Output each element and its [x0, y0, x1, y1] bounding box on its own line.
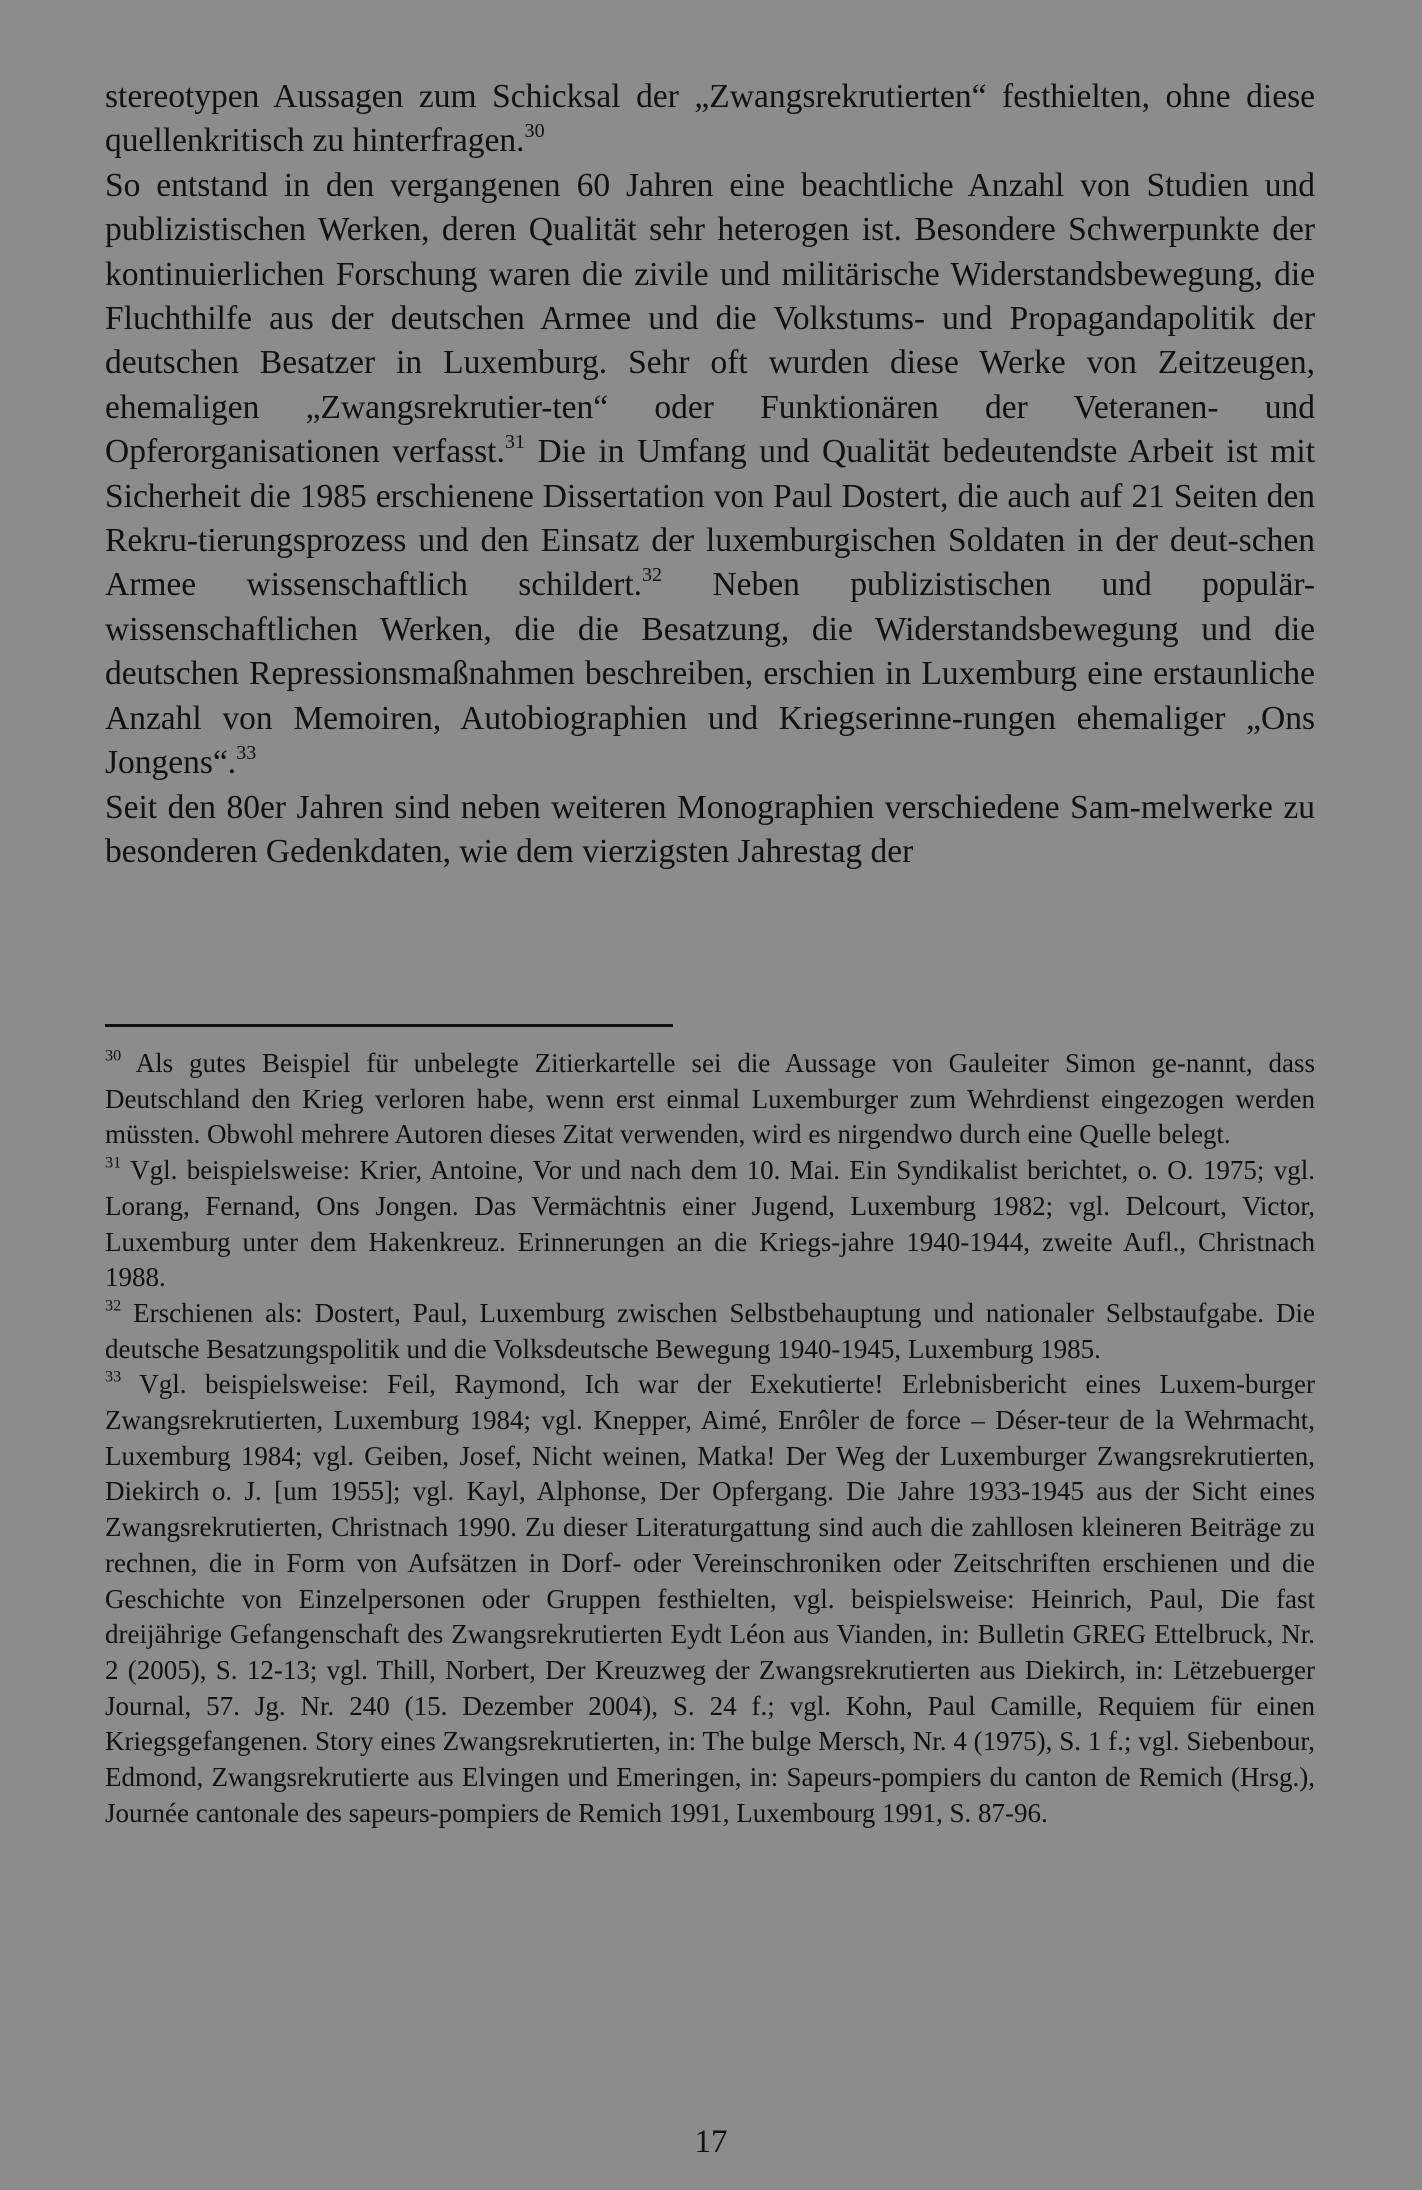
footnote-number: 30 — [105, 1046, 122, 1065]
paragraph-text: Die in Umfang und Qualität bedeutendste Arbeit ist mit Sicherheit die 1985 erschienene Dissertation von Paul Dostert, die auch auf 21 Seiten den Rekru-tierungsprozess und den Einsatz der luxemburgischen Soldaten in der deut-schen Armee wissenschaftlich schildert. — [105, 433, 1315, 604]
paragraph-3 — [105, 786, 1315, 875]
footnote-separator — [105, 1024, 673, 1027]
footnote-reference[interactable]: 33 — [236, 742, 257, 765]
footnote-text: Als gutes Beispiel für unbelegte Zitierkartelle sei die Aussage von Gauleiter Simon ge-nannt, dass Deutschland den Krieg verloren habe, wenn erst einmal Luxemburger zum Wehrdienst eingezogen werden müssten. Obwohl mehrere Autoren dieses Zitat verwenden, wird es nirgendwo durch eine Quelle belegt. — [105, 1048, 1315, 1150]
footnotes — [105, 1046, 1315, 1831]
footnote-reference[interactable]: 31 — [504, 431, 525, 454]
footnote-text: Vgl. beispielsweise: Feil, Raymond, Ich war der Exekutierte! Erlebnisbericht eines Luxem-burger Zwangsrekrutierten, Luxemburg 1984; vgl. Knepper, Aimé, Enrôler de force – Déser-teur de la Wehrmacht, Luxemburg 1984; vgl. Geiben, Josef, Nicht weinen, Matka! Der Weg der Luxemburger Zwangsrekrutierten, Diekirch o. J. [um 1955]; vgl. Kayl, Alphonse, Der Opfergang. Die Jahre 1933-1945 aus der Sicht eines Zwangsrekrutierten, Christnach 1990. Zu dieser Literaturgattung sind auch die zahllosen kleineren Beiträge zu rechnen, die in Form von Aufsätzen in Dorf- oder Vereinschroniken oder Zeitschriften erschienen und die Geschichte von Einzelpersonen oder Gruppen festhielten, vgl. beispielsweise: Heinrich, Paul, Die fast dreijährige Gefangenschaft des Zwangsrekrutierten Eydt Léon aus Vianden, in: Bulletin GREG Ettelbruck, Nr. 2 (2005), S. 12-13; vgl. Thill, Norbert, Der Kreuzweg der Zwangsrekrutierten aus Diekirch, in: Lëtzebuerger Journal, 57. Jg. Nr. 240 (15. Dezember 2004), S. 24 f.; vgl. Kohn, Paul Camille, Requiem für einen Kriegsgefangenen. Story eines Zwangsrekrutierten, in: The bulge Mersch, Nr. 4 (1975), S. 1 f.; vgl. Siebenbour, Edmond, Zwangsrekrutierte aus Elvingen und Emeringen, in: Sapeurs-pompiers du canton de Remich (Hrsg.), Journée cantonale des sapeurs-pompiers de Remich 1991, Luxembourg 1991, S. 87-96. — [105, 1369, 1315, 1828]
paragraph-1 — [105, 75, 1315, 164]
paragraph-text: Seit den 80er Jahren sind neben weiteren Monographien verschiedene Sam-melwerke zu besonderen Gedenkdaten, wie dem vierzigsten Jahrestag der — [105, 788, 1315, 870]
paragraph-text: stereotypen Aussagen zum Schicksal der „Zwangsrekrutierten“ festhielten, ohne diese quellenkritisch zu hinterfragen. — [105, 78, 1315, 160]
footnote-number: 32 — [105, 1296, 122, 1315]
footnote-30 — [105, 1046, 1315, 1153]
footnote-33 — [105, 1367, 1315, 1831]
footnote-32 — [105, 1296, 1315, 1367]
footnote-reference[interactable]: 32 — [642, 564, 663, 587]
paragraph-text: So entstand in den vergangenen 60 Jahren eine beachtliche Anzahl von Studien und publizistischen Werken, deren Qualität sehr heterogen ist. Besondere Schwerpunkte der kontinuierlichen Forschung waren die zivile und militärische Widerstandsbewegung, die Fluchthilfe aus der deutschen Armee und die Volkstums- und Propagandapolitik der deutschen Besatzer in Luxemburg. Sehr oft wurden diese Werke von Zeitzeugen, ehemaligen „Zwangsrekrutier-ten“ oder Funktionären der Veteranen- und Opferorganisationen verfasst. — [105, 166, 1315, 471]
footnote-text: Erschienen als: Dostert, Paul, Luxemburg zwischen Selbstbehauptung und nationaler Selbstaufgabe. Die deutsche Besatzungspolitik und die Volksdeutsche Bewegung 1940-1945, Luxemburg 1985. — [105, 1297, 1315, 1364]
body-text — [105, 75, 1315, 874]
footnote-number: 33 — [105, 1368, 122, 1386]
footnote-reference[interactable]: 30 — [524, 120, 545, 143]
paragraph-text: Neben publizistischen und populär-wissenschaftlichen Werken, die die Besatzung, die Widerstandsbewegung und die deutschen Repressionsmaßnahmen beschreiben, erschien in Luxemburg eine erstaunliche Anzahl von Memoiren, Autobiographien und Kriegserinne-rungen ehemaliger „Ons Jongens“. — [105, 566, 1315, 782]
page-body — [105, 75, 1315, 874]
footnote-number: 31 — [105, 1153, 122, 1172]
footnote-31 — [105, 1153, 1315, 1296]
footnote-text: Vgl. beispielsweise: Krier, Antoine, Vor und nach dem 10. Mai. Ein Syndikalist berichtet, o. O. 1975; vgl. Lorang, Fernand, Ons Jongen. Das Vermächtnis einer Jugend, Luxemburg 1982; vgl. Delcourt, Victor, Luxemburg unter dem Hakenkreuz. Erinnerungen an die Kriegs-jahre 1940-1944, zweite Aufl., Christnach 1988. — [105, 1155, 1315, 1293]
page-number: 17 — [694, 2124, 728, 2160]
paragraph-2 — [105, 164, 1315, 786]
